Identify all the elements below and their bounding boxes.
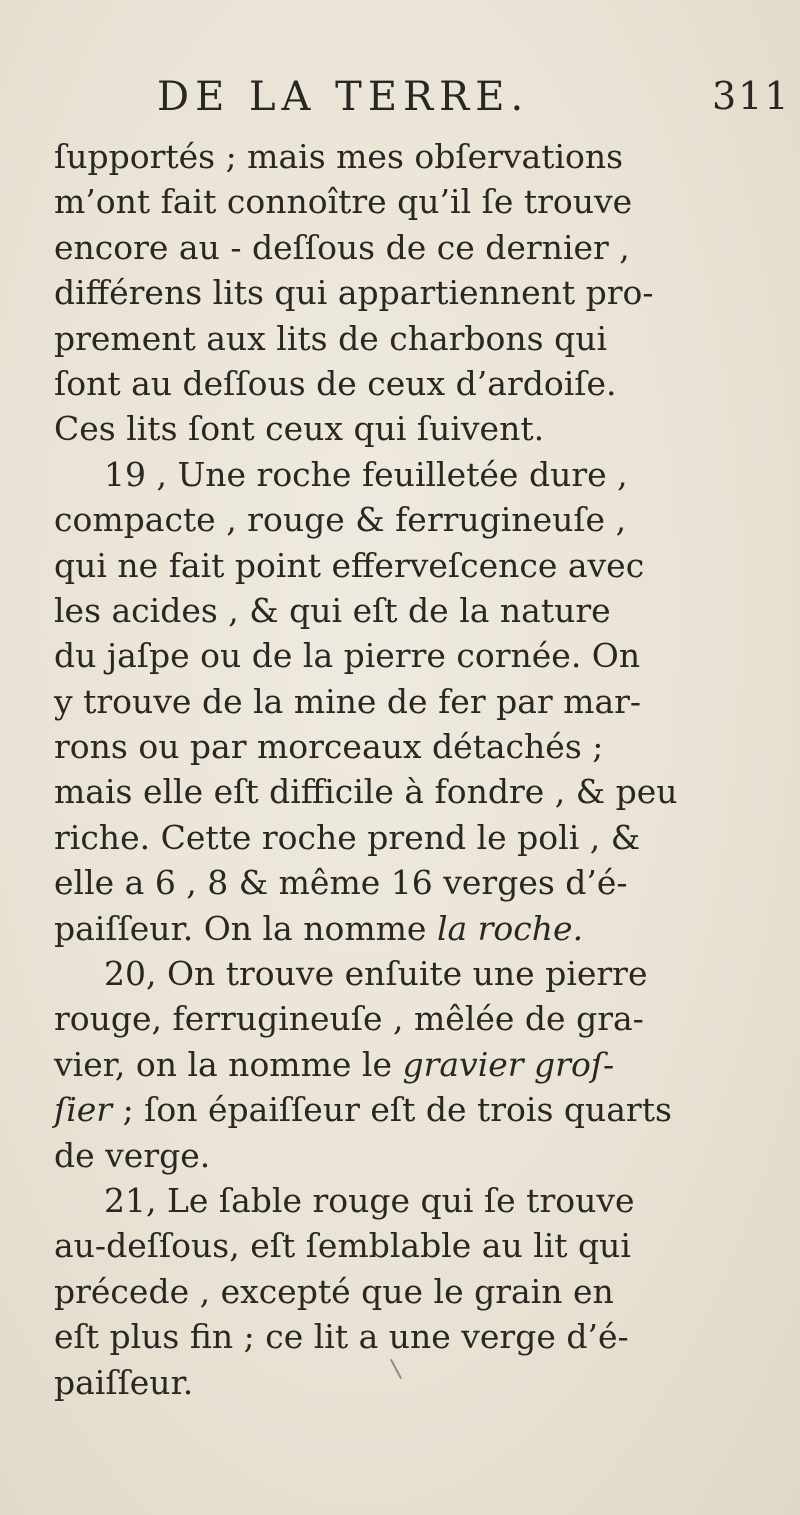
text-line: paiſſeur. bbox=[54, 1362, 194, 1402]
text-line: elle a 6 , 8 & même 16 verges d’é- bbox=[54, 863, 628, 903]
italic-term: ſier bbox=[54, 1090, 113, 1130]
text-line: différens lits qui appartiennent pro- bbox=[54, 273, 654, 313]
text-line: encore au - deſſous de ce dernier , bbox=[54, 227, 630, 267]
text-line: eſt plus fin ; ce lit a une verge d’é- bbox=[54, 1317, 629, 1357]
italic-term: la roche. bbox=[436, 908, 584, 948]
text-line: les acides , & qui eſt de la nature bbox=[54, 590, 611, 630]
page-header bbox=[0, 74, 800, 124]
paragraph-intro bbox=[54, 134, 794, 452]
line-text: vier, on la nomme le bbox=[54, 1044, 403, 1084]
text-line bbox=[54, 1087, 794, 1132]
line-text: paiſſeur. On la nomme bbox=[54, 908, 437, 948]
text-line: qui ne fait point efferveſcence avec bbox=[54, 545, 645, 585]
text-line: du jaſpe ou de la pierre cornée. On bbox=[54, 636, 641, 676]
text-line: m’ont fait connoître qu’il ſe trouve bbox=[54, 182, 633, 222]
text-line: prement aux lits de charbons qui bbox=[54, 318, 608, 358]
paragraph-20 bbox=[54, 951, 794, 1178]
text-line: riche. Cette roche prend le poli , & bbox=[54, 817, 641, 857]
paragraph-21 bbox=[54, 1178, 794, 1405]
text-line: précede , excepté que le grain en bbox=[54, 1271, 614, 1311]
text-line: compacte , rouge & ferrugineuſe , bbox=[54, 500, 627, 540]
italic-term: gravier groſ- bbox=[402, 1044, 615, 1084]
running-head: DE LA TERRE. bbox=[157, 74, 530, 120]
text-line: ſupportés ; mais mes obſervations bbox=[54, 137, 624, 176]
text-line: de verge. bbox=[54, 1135, 211, 1175]
body-text bbox=[54, 134, 794, 1405]
text-line: au-deſſous, eſt ſemblable au lit qui bbox=[54, 1226, 631, 1266]
text-line: 21, Le ſable rouge qui ſe trouve bbox=[104, 1180, 635, 1220]
text-line: mais elle eſt difficile à fondre , & peu bbox=[54, 772, 678, 812]
paragraph-19 bbox=[54, 452, 794, 951]
text-line: rouge, ferrugineuſe , mêlée de gra- bbox=[54, 999, 644, 1039]
text-line bbox=[54, 906, 794, 951]
text-line: y trouve de la mine de fer par mar- bbox=[54, 681, 642, 721]
page-number: 311 bbox=[712, 74, 791, 118]
text-line: 20, On trouve enſuite une pierre bbox=[104, 954, 648, 994]
text-line: rons ou par morceaux détachés ; bbox=[54, 727, 604, 767]
line-text: ; ſon épaiſſeur eſt de trois quarts bbox=[112, 1090, 672, 1130]
text-line: Ces lits ſont ceux qui ſuivent. bbox=[54, 409, 545, 449]
text-line: 19 , Une roche feuilletée dure , bbox=[104, 454, 628, 494]
text-line bbox=[54, 1042, 794, 1087]
text-line: ſont au deſſous de ceux d’ardoiſe. bbox=[54, 363, 617, 403]
